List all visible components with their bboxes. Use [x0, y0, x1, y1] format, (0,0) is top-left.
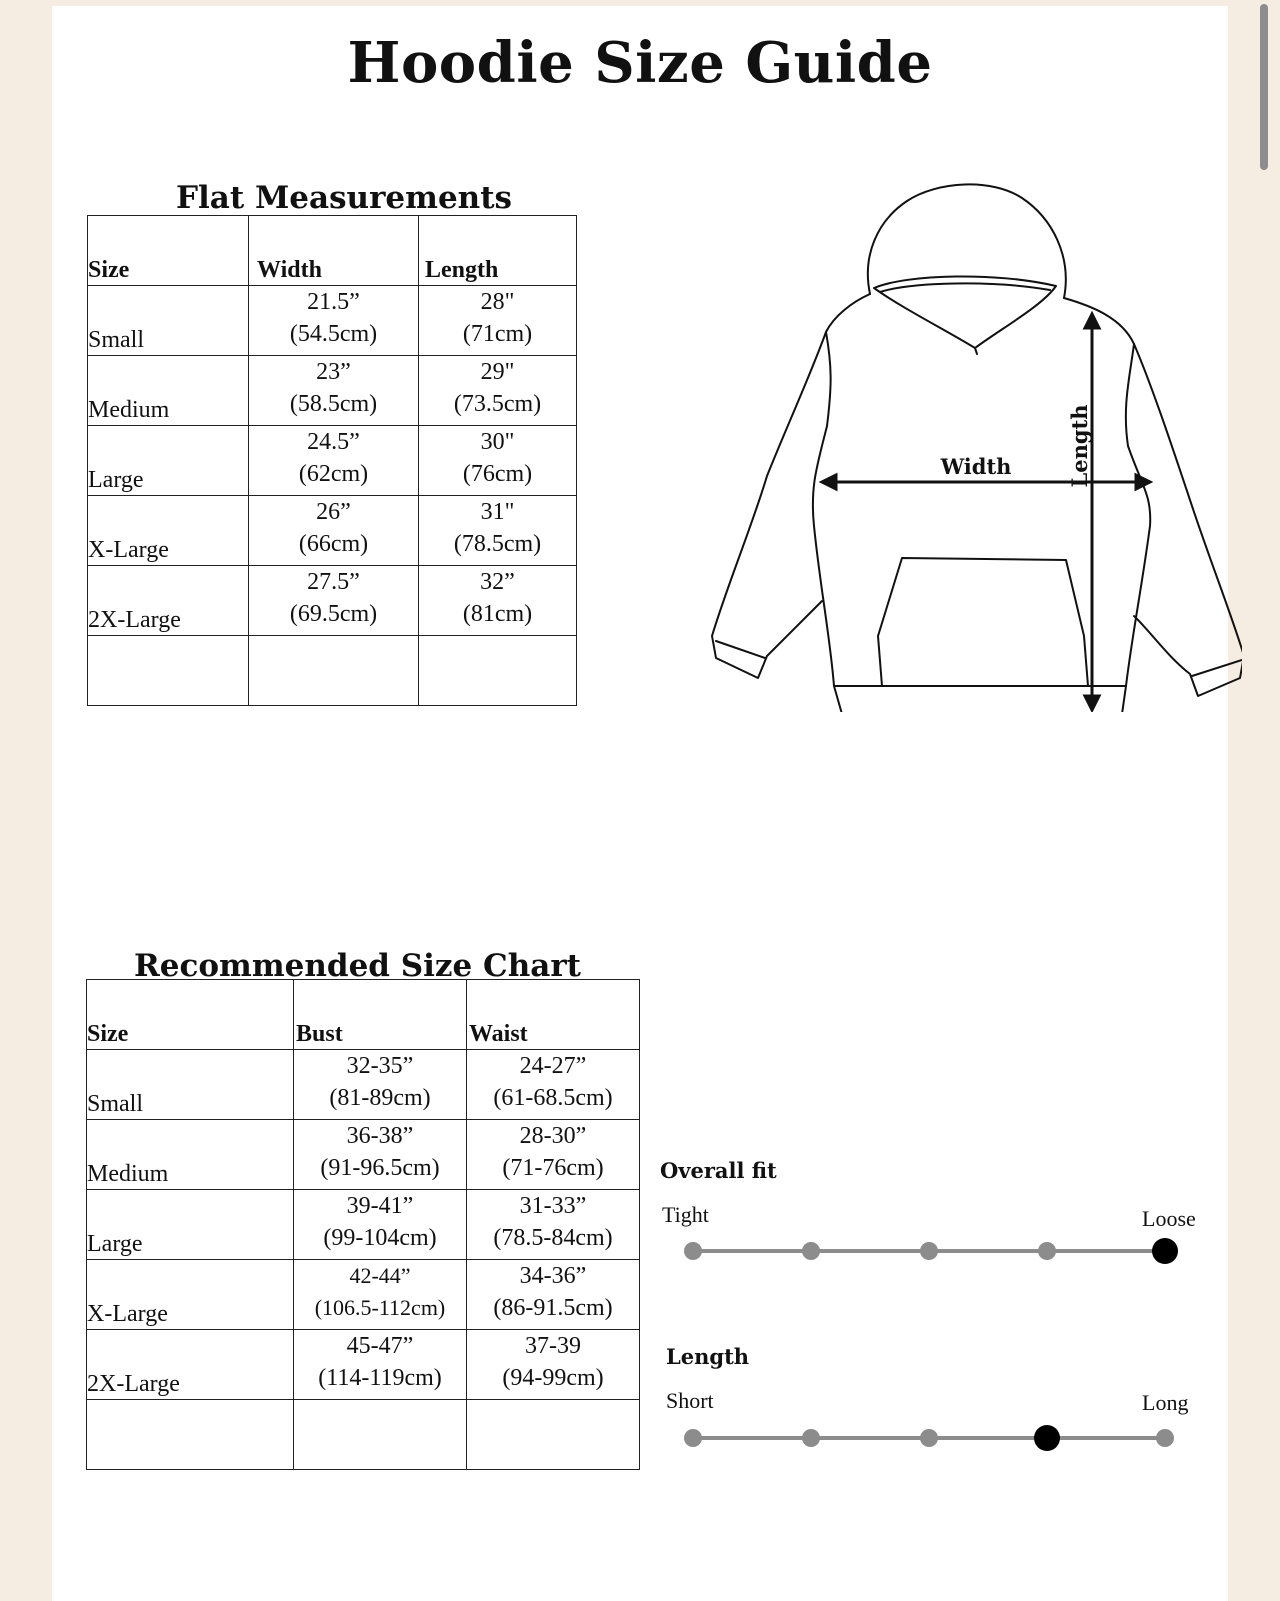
- size-label: 2X-Large: [87, 1371, 180, 1397]
- table-row: [87, 1190, 640, 1260]
- waist-cm: (71-76cm): [502, 1155, 604, 1181]
- size-label: Large: [87, 1231, 143, 1257]
- width-inches: 27.5”: [307, 569, 360, 595]
- bust-cm: (99-104cm): [323, 1225, 437, 1251]
- waist-inches: 31-33”: [519, 1193, 587, 1219]
- scale-point: [1038, 1242, 1056, 1260]
- size-label: Large: [88, 467, 144, 493]
- waist-inches: 37-39: [525, 1333, 581, 1359]
- waist-inches: 34-36”: [519, 1263, 587, 1289]
- size-label: X-Large: [88, 537, 169, 563]
- length-cm: (81cm): [462, 601, 533, 627]
- width-cm: (62cm): [298, 461, 369, 487]
- width-inches: 24.5”: [307, 429, 360, 455]
- column-header-size: Size: [88, 257, 130, 283]
- size-label: Medium: [88, 397, 170, 423]
- size-label: Small: [87, 1091, 144, 1117]
- length-inches: 29": [480, 359, 515, 385]
- width-cm: (58.5cm): [289, 391, 378, 417]
- length-cm: (78.5cm): [453, 531, 542, 557]
- waist-cm: (78.5-84cm): [493, 1225, 613, 1251]
- waist-inches: 24-27”: [519, 1053, 587, 1079]
- scale-point: [802, 1242, 820, 1260]
- table-row: [88, 286, 577, 356]
- table-row: [88, 426, 577, 496]
- empty-row: [88, 636, 577, 706]
- bust-cm: (91-96.5cm): [320, 1155, 440, 1181]
- column-header-size: Size: [87, 1021, 129, 1047]
- column-header-bust: Bust: [296, 1021, 343, 1047]
- waistband: [834, 686, 1126, 712]
- body-left: [813, 332, 834, 686]
- column-header-waist: Waist: [469, 1021, 528, 1047]
- hoodie-diagram: [702, 182, 1242, 712]
- table-row: [87, 1050, 640, 1120]
- bust-inches: 42-44”: [349, 1263, 411, 1288]
- waist-cm: (86-91.5cm): [493, 1295, 613, 1321]
- scale-point: [920, 1429, 938, 1447]
- length-label: Length: [1067, 404, 1092, 488]
- length-fit-max-label: Long: [1142, 1390, 1189, 1415]
- table-header-row: [87, 980, 640, 1050]
- bust-inches: 39-41”: [346, 1193, 414, 1219]
- left-sleeve: [712, 294, 870, 678]
- length-cm: (76cm): [462, 461, 533, 487]
- table-row: [87, 1120, 640, 1190]
- overall-fit-min-label: Tight: [662, 1202, 709, 1227]
- scale-point-selected: [1034, 1425, 1060, 1451]
- length-fit-label: Length: [666, 1344, 750, 1369]
- table-row: [88, 356, 577, 426]
- size-guide-sheet: [52, 6, 1228, 1601]
- bust-cm: (114-119cm): [318, 1365, 442, 1391]
- recommended-size-table: [86, 979, 640, 1470]
- left-cuff: [716, 641, 765, 658]
- scale-point: [920, 1242, 938, 1260]
- column-header-length: Length: [425, 257, 499, 283]
- table-header-row: [88, 216, 577, 286]
- hood-opening: [880, 283, 1050, 292]
- flat-measurements-table: [87, 215, 577, 706]
- width-inches: 23”: [316, 359, 351, 385]
- table-row: [87, 1330, 640, 1400]
- waist-inches: 28-30”: [519, 1123, 587, 1149]
- empty-row: [87, 1400, 640, 1470]
- width-label: Width: [940, 454, 1012, 479]
- width-inches: 21.5”: [307, 289, 360, 315]
- overall-fit-scale: [693, 1236, 1165, 1266]
- bust-inches: 36-38”: [346, 1123, 414, 1149]
- body-collar: [975, 348, 977, 354]
- length-fit-scale: [693, 1423, 1165, 1453]
- size-label: X-Large: [87, 1301, 168, 1327]
- scale-point: [802, 1429, 820, 1447]
- scrollbar[interactable]: [1260, 4, 1268, 170]
- length-fit-min-label: Short: [666, 1388, 714, 1413]
- waist-cm: (61-68.5cm): [493, 1085, 613, 1111]
- table-row: [87, 1260, 640, 1330]
- recommended-size-chart-heading: Recommended Size Chart: [134, 948, 582, 984]
- length-inches: 28": [480, 289, 515, 315]
- overall-fit-max-label: Loose: [1142, 1206, 1196, 1231]
- size-label: 2X-Large: [88, 607, 181, 633]
- size-label: Small: [88, 327, 145, 353]
- scale-point: [684, 1429, 702, 1447]
- width-cm: (69.5cm): [289, 601, 378, 627]
- bust-inches: 45-47”: [346, 1333, 414, 1359]
- scale-point-selected: [1152, 1238, 1178, 1264]
- page-title: Hoodie Size Guide: [347, 30, 933, 96]
- flat-measurements-heading: Flat Measurements: [176, 180, 512, 216]
- scale-point: [1156, 1429, 1174, 1447]
- length-cm: (71cm): [462, 321, 533, 347]
- body-right: [1126, 344, 1150, 686]
- length-inches: 30": [480, 429, 515, 455]
- waist-cm: (94-99cm): [502, 1365, 604, 1391]
- table-row: [88, 566, 577, 636]
- right-cuff: [1192, 660, 1242, 676]
- table-row: [88, 496, 577, 566]
- width-inches: 26”: [316, 499, 351, 525]
- width-cm: (66cm): [298, 531, 369, 557]
- bust-inches: 32-35”: [346, 1053, 414, 1079]
- width-cm: (54.5cm): [289, 321, 378, 347]
- length-inches: 31": [480, 499, 515, 525]
- length-inches: 32”: [480, 569, 515, 595]
- scale-point: [684, 1242, 702, 1260]
- size-label: Medium: [87, 1161, 169, 1187]
- column-header-width: Width: [257, 257, 322, 283]
- overall-fit-label: Overall fit: [660, 1158, 777, 1183]
- bust-cm: (106.5-112cm): [314, 1295, 446, 1320]
- kangaroo-pocket: [878, 558, 1088, 686]
- length-cm: (73.5cm): [453, 391, 542, 417]
- bust-cm: (81-89cm): [329, 1085, 431, 1111]
